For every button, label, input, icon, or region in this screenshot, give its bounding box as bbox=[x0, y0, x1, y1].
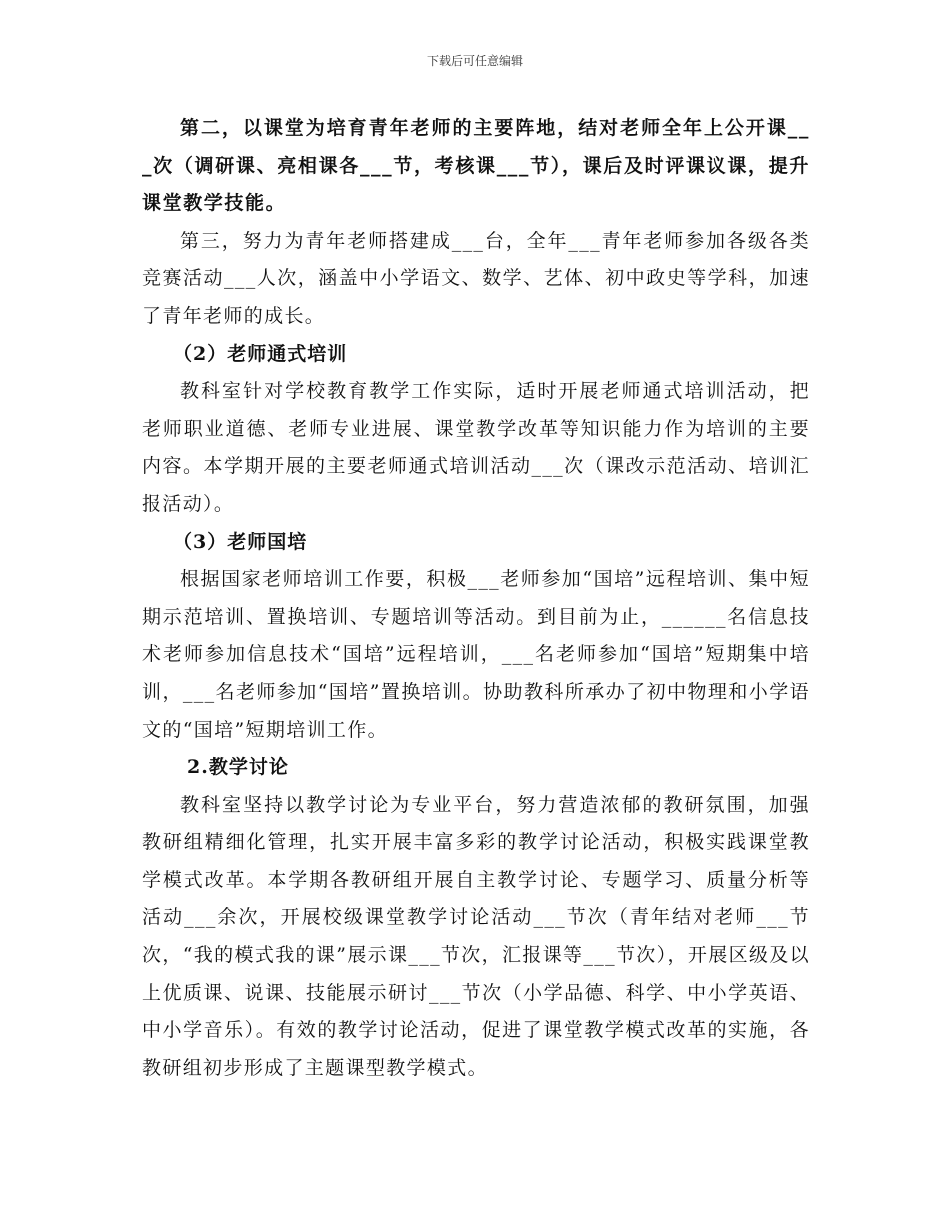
section-heading-teaching-discussion: 2.教学讨论 bbox=[187, 756, 289, 779]
section-heading-national-training: （3）老师国培 bbox=[173, 530, 308, 553]
paragraph-national-training: 根据国家老师培训工作要，积极___老师参加“国培”远程培训、集中短期示范培训、置换培训、专题培训等活动。到目前为止，______名信息技术老师参加信息技术“国培”远程培训，___名老师参加“国培”短期集中培训，___名老师参加“国培”置换培训。协助教科所承办了初中物理和小学语文的“国培”短期培训工作。 bbox=[142, 568, 810, 741]
paragraph-teacher-training: 教科室针对学校教育教学工作实际，适时开展老师通式培训活动，把老师职业道德、老师专业进展、课堂教学改革等知识能力作为培训的主要内容。本学期开展的主要老师通式培训活动___次（课改示范活动、培训汇报活动）。 bbox=[142, 380, 810, 515]
document-body bbox=[142, 110, 810, 1087]
paragraph-second-point: 第二，以课堂为培育青年老师的主要阵地，结对老师全年上公开课___次（调研课、亮相课各___节，考核课___节），课后及时评课议课，提升课堂教学技能。 bbox=[142, 117, 810, 215]
paragraph-teaching-discussion: 教科室坚持以教学讨论为专业平台，努力营造浓郁的教研氛围，加强教研组精细化管理，扎实开展丰富多彩的教学讨论活动，积极实践课堂教学模式改革。本学期各教研组开展自主教学讨论、专题学习、质量分析等活动___余次，开展校级课堂教学讨论活动___节次（青年结对老师___节次，“我的模式我的课”展示课___节次，汇报课等___节次），开展区级及以上优质课、说课、技能展示研讨___节次（小学品德、科学、中小学英语、中小学音乐）。有效的教学讨论活动，促进了课堂教学模式改革的实施，各教研组初步形成了主题课型教学模式。 bbox=[142, 793, 810, 1079]
paragraph-third-point: 第三，努力为青年老师搭建成___台，全年___青年老师参加各级各类竞赛活动___人次，涵盖中小学语文、数学、艺体、初中政史等学科，加速了青年老师的成长。 bbox=[142, 229, 810, 327]
page-header: 下载后可任意编辑 bbox=[426, 54, 523, 68]
section-heading-teacher-training: （2）老师通式培训 bbox=[173, 342, 348, 365]
